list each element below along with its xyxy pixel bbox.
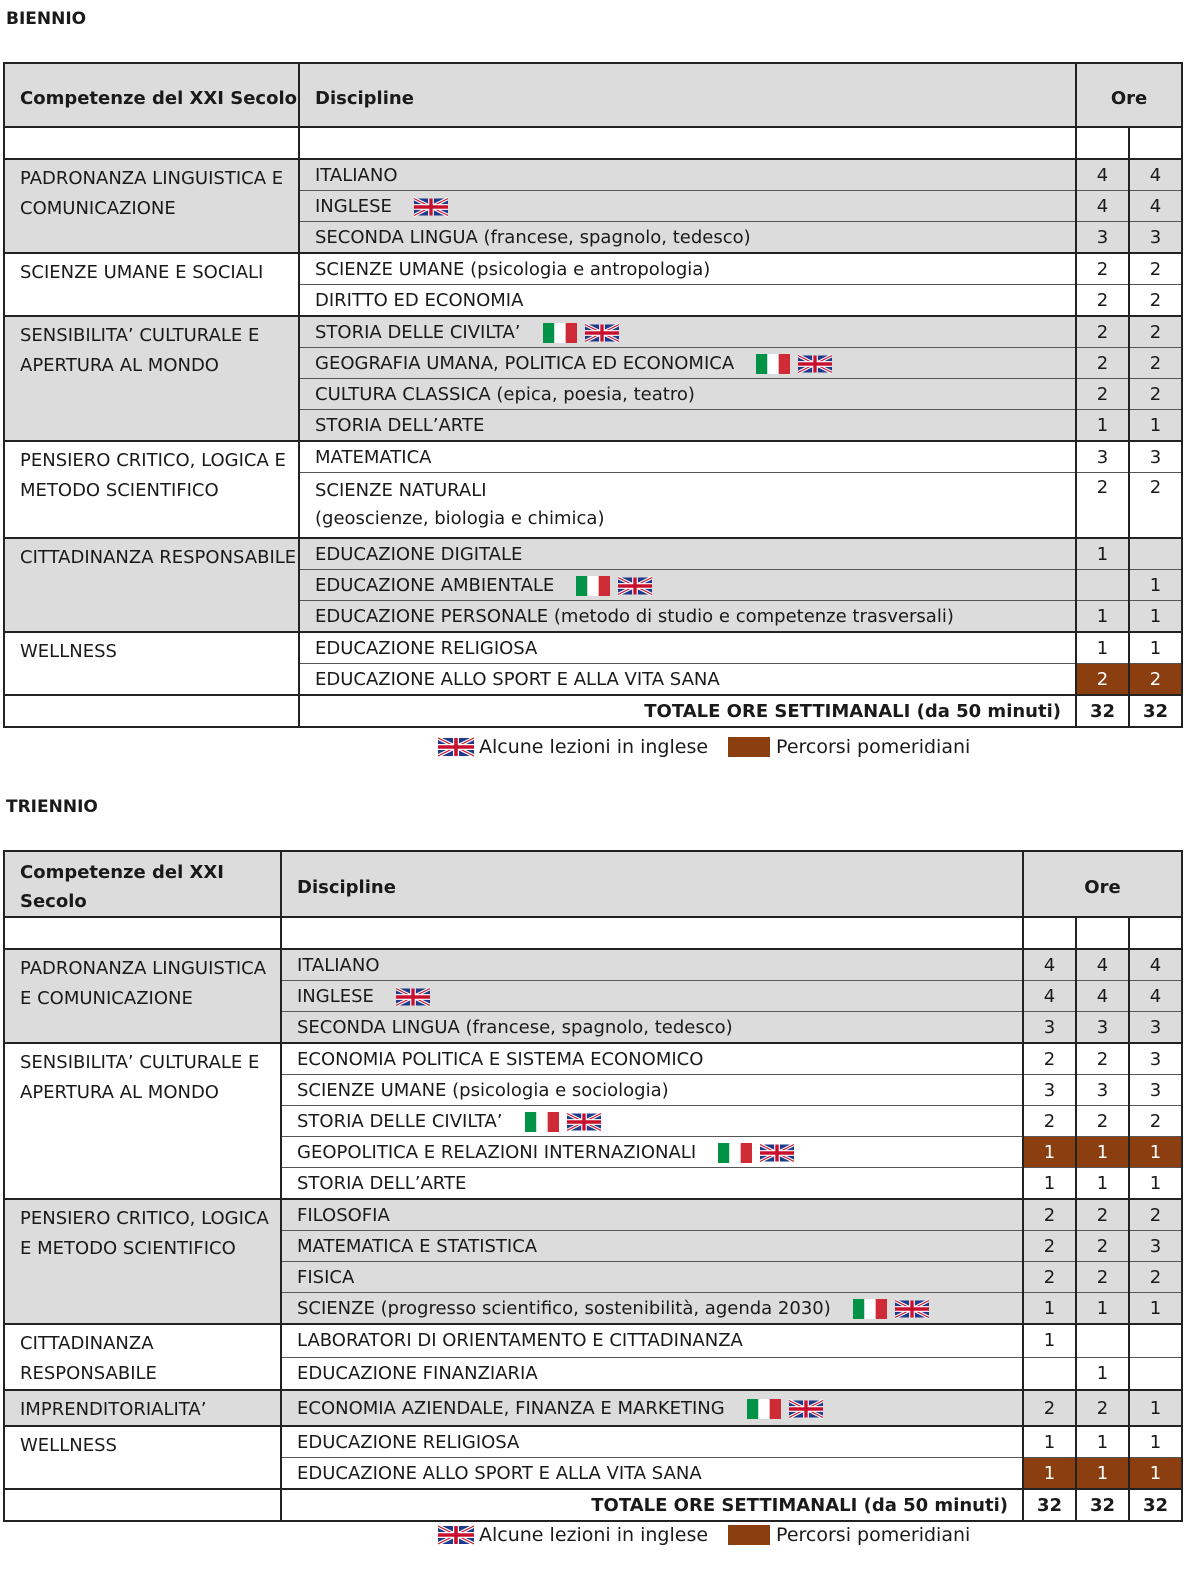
subject-name: CULTURA CLASSICA (epica, poesia, teatro) [315, 383, 695, 405]
uk-flag-icon [760, 1143, 794, 1163]
hours-cell: 4 [1076, 159, 1129, 191]
table-row [4, 949, 1182, 981]
subject-name: ITALIANO [315, 164, 398, 186]
subject-cell [299, 632, 1076, 664]
subject-cell [299, 159, 1076, 191]
subject-cell [281, 949, 1023, 981]
competence-group-label: CITTADINANZA RESPONSABILE [4, 1324, 281, 1390]
subject-cell [281, 1137, 1023, 1168]
biennio-legend [438, 736, 970, 758]
subject-name: EDUCAZIONE RELIGIOSA [315, 637, 538, 659]
subject-name: SCIENZE (progresso scientifico, sostenibilità, agenda 2030) [297, 1297, 831, 1319]
afternoon-swatch [728, 737, 770, 757]
header-competenze: Competenze del XXI Secolo [4, 851, 281, 917]
subject-name: INGLESE [315, 195, 392, 217]
spacer-row [4, 127, 1182, 159]
subject-cell [281, 1106, 1023, 1137]
subject-cell [281, 1231, 1023, 1262]
hours-cell: 3 [1076, 441, 1129, 473]
competence-group-label: WELLNESS [4, 1426, 281, 1489]
hours-cell: 1 [1076, 538, 1129, 570]
hours-cell: 2 [1129, 348, 1182, 379]
competence-group-label: IMPRENDITORIALITA’ [4, 1390, 281, 1426]
hours-cell: 2 [1023, 1262, 1076, 1293]
hours-cell: 2 [1023, 1231, 1076, 1262]
total-hours: 32 [1129, 1489, 1182, 1521]
subject-cell [299, 285, 1076, 317]
hours-cell: 3 [1023, 1012, 1076, 1044]
subject-cell [281, 1324, 1023, 1357]
hours-cell: 4 [1023, 949, 1076, 981]
table-row [4, 632, 1182, 664]
hours-cell: 4 [1076, 981, 1129, 1012]
subject-detail: (geoscienze, biologia e chimica) [315, 508, 605, 529]
hours-cell: 2 [1023, 1106, 1076, 1137]
subject-name: GEOGRAFIA UMANA, POLITICA ED ECONOMICA [315, 352, 735, 374]
hours-cell: 2 [1076, 285, 1129, 317]
total-hours: 32 [1023, 1489, 1076, 1521]
total-blank [4, 1489, 281, 1521]
hours-cell [1076, 1324, 1129, 1357]
subject-cell [281, 1293, 1023, 1325]
hours-cell: 1 [1129, 1168, 1182, 1200]
hours-cell: 2 [1023, 1390, 1076, 1426]
hours-cell: 4 [1023, 981, 1076, 1012]
legend-afternoon-label: Percorsi pomeridiani [776, 1524, 971, 1546]
hours-cell: 1 [1023, 1293, 1076, 1325]
language-flags [396, 987, 430, 1007]
it-flag-icon [718, 1143, 752, 1163]
subject-cell [299, 379, 1076, 410]
subject-cell [299, 441, 1076, 473]
hours-cell: 1 [1076, 1426, 1129, 1458]
subject-name: ECONOMIA POLITICA E SISTEMA ECONOMICO [297, 1048, 704, 1070]
hours-cell: 1 [1023, 1324, 1076, 1357]
language-flags [576, 576, 652, 596]
subject-cell [299, 222, 1076, 254]
competence-group-label: PADRONANZA LINGUISTICA E COMUNICAZIONE [4, 949, 281, 1043]
hours-cell: 1 [1076, 601, 1129, 633]
hours-cell: 2 [1076, 473, 1129, 539]
hours-cell: 2 [1129, 664, 1182, 696]
uk-flag-icon [414, 197, 448, 217]
uk-flag-icon [895, 1299, 929, 1319]
language-flags [525, 1112, 601, 1132]
hours-cell: 1 [1129, 1293, 1182, 1325]
hours-cell: 2 [1076, 253, 1129, 285]
hours-cell: 1 [1129, 632, 1182, 664]
subject-cell [299, 316, 1076, 348]
language-flags [756, 354, 832, 374]
uk-flag-icon [438, 1524, 474, 1546]
subject-name: SECONDA LINGUA (francese, spagnolo, tedesco) [315, 226, 751, 248]
legend-english-label: Alcune lezioni in inglese [479, 1524, 709, 1546]
it-flag-icon [853, 1299, 887, 1319]
subject-cell [281, 1262, 1023, 1293]
biennio-title: BIENNIO [6, 9, 87, 29]
competence-group-label: CITTADINANZA RESPONSABILE [4, 538, 299, 632]
hours-cell: 1 [1023, 1458, 1076, 1490]
hours-cell: 1 [1023, 1426, 1076, 1458]
table-row [4, 1390, 1182, 1426]
subject-cell [281, 1199, 1023, 1231]
subject-name: MATEMATICA [315, 446, 432, 468]
spacer-cell [4, 127, 299, 159]
subject-name: STORIA DELL’ARTE [297, 1172, 467, 1194]
header-row [4, 851, 1182, 917]
it-flag-icon [543, 323, 577, 343]
subject-name: SCIENZE NATURALI [315, 480, 487, 501]
hours-cell: 4 [1129, 159, 1182, 191]
header-ore: Ore [1023, 851, 1182, 917]
subject-name: DIRITTO ED ECONOMIA [315, 289, 524, 311]
hours-cell [1129, 538, 1182, 570]
hours-cell: 2 [1076, 1390, 1129, 1426]
hours-cell: 1 [1129, 1390, 1182, 1426]
subject-name: EDUCAZIONE RELIGIOSA [297, 1431, 520, 1453]
hours-cell: 2 [1129, 253, 1182, 285]
hours-cell: 1 [1023, 1168, 1076, 1200]
competence-group-label: PADRONANZA LINGUISTICA E COMUNICAZIONE [4, 159, 299, 253]
subject-name: FISICA [297, 1266, 355, 1288]
it-flag-icon [576, 576, 610, 596]
hours-cell: 2 [1076, 1199, 1129, 1231]
hours-cell: 1 [1129, 1137, 1182, 1168]
language-flags [747, 1399, 823, 1419]
table-row [4, 1043, 1182, 1075]
language-flags [718, 1143, 794, 1163]
subject-name: EDUCAZIONE DIGITALE [315, 543, 523, 565]
total-hours: 32 [1076, 695, 1129, 727]
total-label: TOTALE ORE SETTIMANALI (da 50 minuti) [281, 1489, 1023, 1521]
subject-cell [281, 1390, 1023, 1426]
subject-cell [299, 664, 1076, 696]
header-ore: Ore [1076, 63, 1182, 127]
subject-name: EDUCAZIONE FINANZIARIA [297, 1362, 538, 1384]
subject-name: GEOPOLITICA E RELAZIONI INTERNAZIONALI [297, 1141, 697, 1163]
subject-cell [299, 410, 1076, 442]
hours-cell: 2 [1129, 1199, 1182, 1231]
triennio-legend [438, 1524, 970, 1546]
hours-cell: 1 [1076, 1293, 1129, 1325]
competence-group-label: SENSIBILITA’ CULTURALE E APERTURA AL MONDO [4, 1043, 281, 1199]
legend-afternoon-label: Percorsi pomeridiani [776, 736, 971, 758]
subject-name: LABORATORI DI ORIENTAMENTO E CITTADINANZA [297, 1330, 743, 1352]
it-flag-icon [747, 1399, 781, 1419]
hours-cell: 1 [1129, 1458, 1182, 1490]
spacer-cell [1129, 917, 1182, 949]
spacer-cell [299, 127, 1076, 159]
subject-name: SCIENZE UMANE (psicologia e antropologia) [315, 258, 711, 280]
subject-name: ITALIANO [297, 954, 380, 976]
hours-cell: 1 [1076, 1137, 1129, 1168]
hours-cell: 2 [1129, 1262, 1182, 1293]
spacer-cell [281, 917, 1023, 949]
table-row [4, 1426, 1182, 1458]
subject-cell [281, 1426, 1023, 1458]
hours-cell: 4 [1129, 191, 1182, 222]
language-flags [853, 1299, 929, 1319]
hours-cell: 1 [1076, 1357, 1129, 1390]
it-flag-icon [756, 354, 790, 374]
hours-cell [1023, 1357, 1076, 1390]
subject-name: INGLESE [297, 985, 374, 1007]
subject-cell [281, 1458, 1023, 1490]
hours-cell: 1 [1076, 632, 1129, 664]
hours-cell: 2 [1023, 1043, 1076, 1075]
language-flags [414, 197, 448, 217]
subject-name: MATEMATICA E STATISTICA [297, 1235, 538, 1257]
subject-cell [299, 253, 1076, 285]
spacer-cell [1023, 917, 1076, 949]
subject-cell [281, 1043, 1023, 1075]
subject-cell [299, 570, 1076, 601]
hours-cell: 2 [1129, 316, 1182, 348]
it-flag-icon [525, 1112, 559, 1132]
hours-cell: 4 [1129, 949, 1182, 981]
hours-cell: 3 [1023, 1075, 1076, 1106]
hours-cell: 3 [1129, 1075, 1182, 1106]
hours-cell: 3 [1076, 1012, 1129, 1044]
hours-cell: 2 [1076, 1231, 1129, 1262]
table-row [4, 253, 1182, 285]
uk-flag-icon [567, 1112, 601, 1132]
total-blank [4, 695, 299, 727]
hours-cell: 2 [1023, 1199, 1076, 1231]
uk-flag-icon [438, 736, 474, 758]
total-row [4, 1489, 1182, 1521]
subject-name: STORIA DELL’ARTE [315, 414, 485, 436]
subject-name: EDUCAZIONE AMBIENTALE [315, 574, 555, 596]
subject-name: STORIA DELLE CIVILTA’ [297, 1110, 503, 1132]
subject-name: EDUCAZIONE ALLO SPORT E ALLA VITA SANA [315, 668, 720, 690]
uk-flag-icon [618, 576, 652, 596]
hours-cell: 1 [1129, 410, 1182, 442]
competence-group-label: PENSIERO CRITICO, LOGICA E METODO SCIENTIFICO [4, 1199, 281, 1324]
competence-group-label: SCIENZE UMANE E SOCIALI [4, 253, 299, 316]
spacer-cell [1076, 127, 1129, 159]
competence-group-label: PENSIERO CRITICO, LOGICA E METODO SCIENTIFICO [4, 441, 299, 538]
hours-cell: 3 [1129, 1231, 1182, 1262]
subject-cell [299, 601, 1076, 633]
subject-cell [299, 473, 1076, 539]
hours-cell: 4 [1076, 191, 1129, 222]
hours-cell: 2 [1076, 379, 1129, 410]
uk-flag-icon [798, 354, 832, 374]
uk-flag-icon [789, 1399, 823, 1419]
hours-cell: 3 [1129, 222, 1182, 254]
biennio-table [3, 62, 1183, 728]
hours-cell: 1 [1129, 601, 1182, 633]
language-flags [543, 323, 619, 343]
subject-name: ECONOMIA AZIENDALE, FINANZA E MARKETING [297, 1397, 725, 1419]
hours-cell: 1 [1023, 1137, 1076, 1168]
spacer-row [4, 917, 1182, 949]
subject-cell [281, 1075, 1023, 1106]
spacer-cell [1076, 917, 1129, 949]
table-row [4, 316, 1182, 348]
subject-cell [281, 1357, 1023, 1390]
hours-cell: 1 [1076, 410, 1129, 442]
competence-group-label: SENSIBILITA’ CULTURALE E APERTURA AL MONDO [4, 316, 299, 441]
total-hours: 32 [1129, 695, 1182, 727]
hours-cell: 2 [1076, 348, 1129, 379]
table-row [4, 538, 1182, 570]
hours-cell [1076, 570, 1129, 601]
subject-name: EDUCAZIONE PERSONALE (metodo di studio e competenze trasversali) [315, 605, 954, 627]
spacer-cell [1129, 127, 1182, 159]
triennio-table [3, 850, 1183, 1522]
hours-cell: 1 [1076, 1168, 1129, 1200]
hours-cell: 2 [1076, 1262, 1129, 1293]
hours-cell: 4 [1129, 981, 1182, 1012]
hours-cell: 3 [1129, 441, 1182, 473]
hours-cell: 4 [1076, 949, 1129, 981]
subject-name: EDUCAZIONE ALLO SPORT E ALLA VITA SANA [297, 1462, 702, 1484]
hours-cell [1129, 1324, 1182, 1357]
header-competenze: Competenze del XXI Secolo [4, 63, 299, 127]
hours-cell: 2 [1076, 1106, 1129, 1137]
subject-cell [281, 1168, 1023, 1200]
hours-cell: 2 [1129, 379, 1182, 410]
hours-cell: 3 [1076, 222, 1129, 254]
uk-flag-icon [585, 323, 619, 343]
hours-cell: 2 [1129, 1106, 1182, 1137]
hours-cell: 1 [1076, 1458, 1129, 1490]
subject-name: FILOSOFIA [297, 1204, 390, 1226]
subject-cell [299, 538, 1076, 570]
subject-name: STORIA DELLE CIVILTA’ [315, 321, 521, 343]
total-hours: 32 [1076, 1489, 1129, 1521]
subject-cell [281, 981, 1023, 1012]
subject-cell [281, 1012, 1023, 1044]
legend-english-label: Alcune lezioni in inglese [479, 736, 709, 758]
total-row [4, 695, 1182, 727]
table-row [4, 1324, 1182, 1357]
triennio-title: TRIENNIO [6, 797, 98, 817]
hours-cell: 3 [1076, 1075, 1129, 1106]
subject-cell [299, 191, 1076, 222]
uk-flag-icon [396, 987, 430, 1007]
hours-cell: 2 [1076, 1043, 1129, 1075]
competence-group-label: WELLNESS [4, 632, 299, 695]
header-row [4, 63, 1182, 127]
table-row [4, 1199, 1182, 1231]
subject-name: SCIENZE UMANE (psicologia e sociologia) [297, 1079, 669, 1101]
subject-name: SECONDA LINGUA (francese, spagnolo, tedesco) [297, 1016, 733, 1038]
hours-cell: 3 [1129, 1012, 1182, 1044]
header-discipline: Discipline [299, 63, 1076, 127]
spacer-cell [4, 917, 281, 949]
hours-cell: 3 [1129, 1043, 1182, 1075]
hours-cell: 2 [1076, 664, 1129, 696]
hours-cell: 2 [1129, 473, 1182, 539]
hours-cell: 1 [1129, 1426, 1182, 1458]
hours-cell [1129, 1357, 1182, 1390]
subject-cell [299, 348, 1076, 379]
total-label: TOTALE ORE SETTIMANALI (da 50 minuti) [299, 695, 1076, 727]
hours-cell: 2 [1129, 285, 1182, 317]
header-discipline: Discipline [281, 851, 1023, 917]
table-row [4, 159, 1182, 191]
table-row [4, 441, 1182, 473]
hours-cell: 2 [1076, 316, 1129, 348]
afternoon-swatch [728, 1525, 770, 1545]
hours-cell: 1 [1129, 570, 1182, 601]
